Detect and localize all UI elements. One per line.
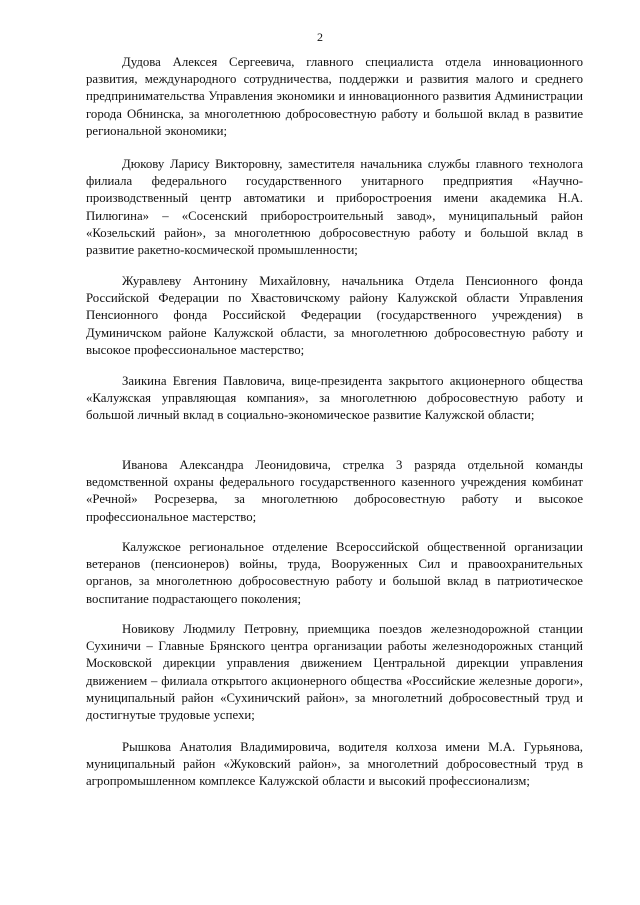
award-paragraph-zaikin: Заикина Евгения Павловича, вице-президента закрытого акционерного общества «Калужская управляющая компания», за многолетнюю добросовестную работу и большой личный вклад в социально-экономическое развитие Калужской области; [86,374,583,423]
award-paragraph-dyukova: Дюкову Ларису Викторовну, заместителя начальника службы главного технолога филиала федерального государственного унитарного предприятия «Научно-производственный центр автоматики и приборостроения имени академика Н.А. Пилюгина» – «Сосенский приборостроительный завод», муниципальный район «Козельский район», за многолетнюю добросовестную работу и большой вклад в развитие ракетно-космической промышленности; [86,157,583,258]
page-number: 2 [317,30,323,44]
award-paragraph-zhuravleva: Журавлеву Антонину Михайловну, начальника Отдела Пенсионного фонда Российской Федерации по Хвастовичскому району Калужской области Управления Пенсионного фонда Российской Федерации (государственного учреждения) в Думиничском районе Калужской области, за многолетнюю добросовестную работу и высокое профессиональное мастерство; [86,274,583,357]
award-paragraph-ryshkov: Рышкова Анатолия Владимировича, водителя колхоза имени М.А. Гурьянова, муниципальный район «Жуковский район», за многолетний добросовестный труд в агропромышленном комплексе Калужской области и высокий профессионализм; [86,740,583,789]
award-paragraph-ivanov: Иванова Александра Леонидовича, стрелка 3 разряда отдельной команды ведомственной охраны федерального государственного казенного учреждения комбинат «Речной» Росрезерва, за многолетнюю добросовестную работу и высокое профессиональное мастерство; [86,458,583,524]
award-paragraph-novikova: Новикову Людмилу Петровну, приемщика поездов железнодорожной станции Сухиничи – Главные Брянского центра организации работы железнодорожных станций Московской дирекции управления движением Центральной дирекции управления движением – филиала открытого акционерного общества «Российские железные дороги», муниципальный район «Сухиничский район», за многолетний добросовестный труд и достигнутые трудовые успехи; [86,622,583,723]
award-paragraph-dudov: Дудова Алексея Сергеевича, главного специалиста отдела инновационного развития, международного сотрудничества, поддержки и развития малого и среднего предпринимательства Управления экономики и инновационного развития Администрации города Обнинска, за многолетнюю добросовестную работу и большой вклад в развитие региональной экономики; [86,55,583,138]
award-paragraph-veterans-organization: Калужское региональное отделение Всероссийской общественной организации ветеранов (пенсионеров) войны, труда, Вооруженных Сил и правоохранительных органов, за многолетнюю добросовестную работу и большой вклад в патриотическое воспитание подрастающего поколения; [86,540,583,606]
